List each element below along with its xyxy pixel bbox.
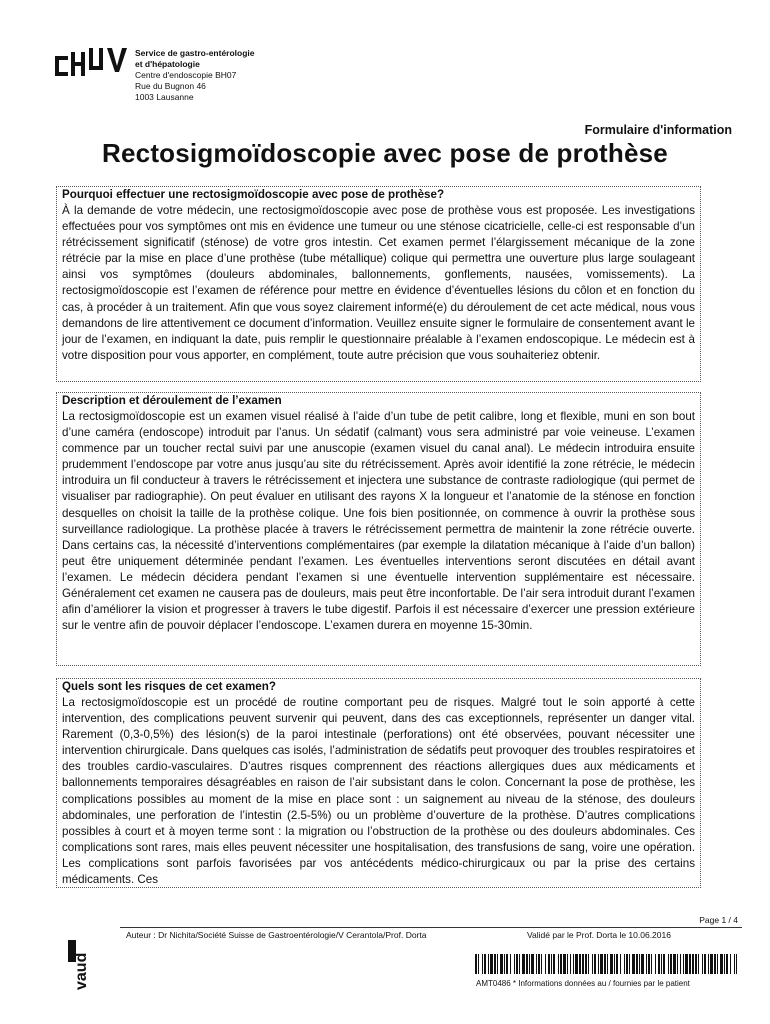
barcode-bar [639,954,640,974]
footer-divider [120,927,742,928]
barcode-bar [724,954,725,974]
barcode-bar [510,954,511,974]
section-body: À la demande de votre médecin, une rectosigmoïdoscopie avec pose de prothèse vous est proposée. Les investigations effectuées pour vos symptômes ont mis en évidence une tumeur ou une sténose cicatricielle, celle-ci est responsable d’un rétrécissement significatif (sténose) de votre gros intestin. Cet examen permet l’élargissement mécanique de la zone rétrécie par la mise en place d’une prothèse (tube métallique) colique qui permettra une ouverture plus large soulageant ainsi vos symptômes (douleurs abdominales, ballonnements, gonflements, nausées, vomissements). La rectosigmoïdoscopie est l’examen de référence pour mettre en évidence d’éventuelles lésions du côlon et en fonction du cas, à procéder à un traitement. Afin que vous soyez clairement informé(e) du déroulement de cet acte médical, nous vous demandons de lire attentivement ce document d’information. Veuillez ensuite signer le formulaire de consentement avant le jour de l’examen, en indiquant la date, puis remplir le questionnaire préalable à l’examen endoscopique. Le médecin est à votre disposition pour vous apporter, en complément, toute autre précision que vous souhaiteriez obtenir. [62,204,695,362]
barcode-bar [560,954,562,974]
barcode-bar [588,954,589,974]
barcode-bar [575,954,578,974]
page-number: Page 1 / 4 [699,915,738,925]
barcode-bar [673,954,676,974]
barcode-bar [570,954,571,974]
barcode-bar [710,954,713,974]
barcode-bar [600,954,603,974]
barcode-bar [692,954,694,974]
section-why [56,186,701,382]
page-title: Rectosigmoïdoscopie avec pose de prothèse [102,138,668,168]
barcode-bar [714,954,716,974]
barcode-bar [519,954,520,974]
address-line-2: Rue du Bugnon 46 [135,81,206,91]
section-heading: Pourquoi effectuer une rectosigmoïdoscopie avec pose de prothèse? [62,188,445,201]
barcode-bar [538,954,540,974]
barcode-bar [717,954,718,974]
barcode-bar [607,954,608,974]
section-heading: Description et déroulement de l’examen [62,394,282,407]
author-line: Auteur : Dr Nichita/Société Suisse de Gastroentérologie/V Cerantola/Prof. Dorta [126,930,427,940]
barcode-bar [585,954,587,974]
barcode-bar [490,954,493,974]
barcode-bar [541,954,542,974]
barcode-bar [658,954,660,974]
barcode-bar [683,954,684,974]
section-description [56,392,701,666]
barcode-bar [734,954,735,974]
barcode-bar [726,954,728,974]
barcode-bar [677,954,678,974]
barcode-bar [632,954,635,974]
barcode-bar [482,954,483,974]
validation-line: Validé par le Prof. Dorta le 10.06.2016 [527,930,671,940]
barcode-bar [702,954,703,974]
barcode-bar [624,954,625,974]
barcode-bar [736,954,737,974]
barcode-bar [668,954,669,974]
barcode-bar [641,954,644,974]
chuv-logo [55,48,131,78]
document-header [55,44,355,114]
barcode-bar [636,954,638,974]
barcode-bar [698,954,699,974]
barcode-bar [680,954,681,974]
barcode-bar [514,954,515,974]
barcode-bar [708,954,709,974]
barcode-bar [494,954,496,974]
barcode-bar [646,954,647,974]
section-body: La rectosigmoïdoscopie est un procédé de routine comportant peu de risques. Malgré tout le soin apporté à cette intervention, des complications peuvent survenir qui peuvent, dans des cas exceptionnels, représenter un danger vital. Rarement (0,3-0,5%) des lésion(s) de la paroi intestinale (perforations) ont été observées, pouvant nécessiter une intervention chirurgicale. Dans quelques cas isolés, l’administration de sédatifs peut provoquer des troubles respiratoires et des troubles cardio-vasculaires. D’autres risques comprennent des réactions allergiques dues aux médicaments et ballonnements temporaires désagréables en raison de l’air subsistant dans le colon. Concernant la pose de prothèse, les complications possibles au moment de la mise en place sont : un saignement au niveau de la sténose, des douleurs abdominales, une perforation de l’intestin (2.5-5%) ou un problème d’ouverture de la prothèse. D’autres complications possibles à court et à moyen terme sont : la migration ou l’obstruction de la prothèse ou des douleurs abdominales. Ces complications sont rares, mais elles peuvent nécessiter une hospitalisation, des transfusions de sang, voire une opération. Les complications sont parfois favorisées par vos antécédents médico-chirurgicaux ou par la prise des certains médicaments. Ces [62,696,695,887]
barcode-bar [610,954,613,974]
barcode-bar [551,954,552,974]
barcode-bar [558,954,559,974]
barcode-bar [626,954,628,974]
barcode-bar [685,954,688,974]
barcode-bar [648,954,650,974]
barcode-bar [526,954,528,974]
barcode-bar [531,954,534,974]
barcode-bar [629,954,630,974]
barcode-bar [522,954,525,974]
barcode-bar [663,954,665,974]
service-line-2: et d'hépatologie [135,59,200,69]
form-type-label: Formulaire d'information [584,123,732,137]
barcode-bar [730,954,731,974]
barcode-bar [506,954,508,974]
barcode-bar [497,954,498,974]
barcode-bar [704,954,706,974]
form-code: AMT0486 * Informations données au / fournies par le patient [476,979,690,988]
barcode-bar [504,954,505,974]
address-line-1: Centre d'endoscopie BH07 [135,70,237,80]
barcode-bar [567,954,568,974]
barcode-bar [548,954,550,974]
barcode-bar [604,954,606,974]
barcode-bar [655,954,656,974]
barcode-bar [536,954,537,974]
barcode-bar [614,954,615,974]
barcode-bar [545,954,546,974]
section-body: La rectosigmoïdoscopie est un examen visuel réalisé à l’aide d’un tube de petit calibre, long et flexible, muni en son bout d’une caméra (endoscope) introduit par l’anus. Un sédatif (calmant) vous sera administré par voie veineuse. L’examen commence par un toucher rectal suivi par une anuscopie (examen visuel du canal anal). Le médecin introduira ensuite prudemment l’endoscope par votre anus jusqu’au site du rétrécissement. Après avoir identifié la zone rétrécie, le médecin introduira un fil conducteur à travers le rétrécissement et injectera une substance de contraste radiologique (qui permet de visualiser par radiographie). On peut évaluer en utilisant des rayons X la longueur et l’anatomie de la sténose en fonction desquelles on choisit la taille de la prothèse colique. Une fois bien positionnée, on commence à ouvrir la prothèse sous surveillance radiologique. La prothèse placée à travers le rétrécissement permettra de maintenir la zone rétrécie ouverte. Dans certains cas, la nécessité d’interventions complémentaires (par exemple la dilatation mécanique à l’aide d’un ballon) peut être uniquement déterminée pendant l’examen. Les éventuelles interventions seront discutées en détail avant l’examen. Le médecin décidera pendant l’examen si une éventuelle intervention supplémentaire est nécessaire. Généralement cet examen ne causera pas de douleurs, mais peut être inconfortable. De l’air sera introduit durant l’examen afin d’améliorer la vision et progresser à travers le tube digestif. Parfois il est nécessaire d’exercer une pression extérieure sur le ventre afin de pouvoir déplacer l’endoscope. L’examen durera en moyenne 15-30min. [62,410,695,633]
canton-vaud-logo [66,932,92,994]
barcode-bar [695,954,697,974]
barcode-bar [598,954,599,974]
barcode-bar [592,954,593,974]
barcode-bar [500,954,503,974]
svg-text:vaud: vaud [73,952,90,990]
barcode-bar [670,954,672,974]
barcode-bar [620,954,621,974]
barcode-bar [573,954,574,974]
barcode-bar [720,954,723,974]
barcode-bar [594,954,596,974]
section-heading: Quels sont les risques de cet examen? [62,680,276,693]
barcode-bar [475,954,477,974]
barcode-bar [553,954,555,974]
barcode-bar [529,954,530,974]
institution-block [135,48,255,103]
barcode-bar [582,954,584,974]
barcode-bar [478,954,479,974]
barcode-bar [563,954,566,974]
barcode-bar [484,954,486,974]
address-line-3: 1003 Lausanne [135,92,194,102]
barcode-bar [689,954,691,974]
barcode-bar [579,954,581,974]
barcode-bar [616,954,618,974]
barcode-bar [516,954,518,974]
barcode-bar [661,954,662,974]
barcode [475,954,737,974]
service-line-1: Service de gastro-entérologie [135,48,255,58]
barcode-bar [488,954,489,974]
section-risks [56,678,701,888]
barcode-bar [651,954,652,974]
